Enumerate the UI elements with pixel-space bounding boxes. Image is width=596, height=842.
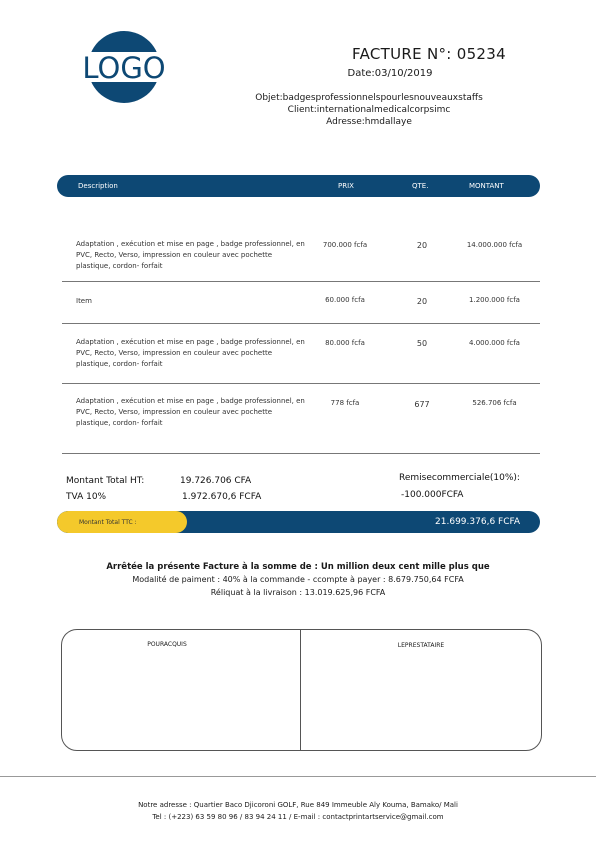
total-ht-label: Montant Total HT: xyxy=(66,476,145,486)
row-qte: 20 xyxy=(416,241,428,250)
payment-terms: Modalité de paiment : 40% à la commande - ccompte à payer : 8.679.750,64 FCFA xyxy=(132,575,464,584)
tva-value: 1.972.670,6 FCFA xyxy=(182,492,262,502)
invoice-objet: Objet:badgesprofessionnelspourlesnouveauxstaffs xyxy=(255,93,483,103)
row-prix: 60.000 fcfa xyxy=(325,296,365,304)
header-prix: PRIX xyxy=(338,182,354,190)
row-montant: 526.706 fcfa xyxy=(472,399,517,407)
row-description: Adaptation , exécution et mise en page , badge professionnel, en PVC, Recto, Verso, impression en couleur avec pochette plastique, cordon- forfait xyxy=(76,240,305,270)
header-description: Description xyxy=(78,182,118,190)
signature-box xyxy=(61,629,542,751)
amount-in-words: Un million deux cent mille plus que xyxy=(317,562,490,572)
row-description: Adaptation , exécution et mise en page , badge professionnel, en PVC, Recto, Verso, impression en couleur avec pochette plastique, cordon- forfait xyxy=(76,338,305,368)
invoice-meta xyxy=(255,92,483,128)
table-header xyxy=(57,175,540,197)
row-montant: 1.200.000 fcfa xyxy=(469,296,520,304)
statement-lead: Arrêtée la présente Facture à la somme de : xyxy=(106,562,318,572)
invoice-adresse: Adresse:hmdallaye xyxy=(326,117,412,127)
logo-text: LOGO xyxy=(82,51,166,85)
total-ttc-label: Montant Total TTC : xyxy=(79,519,137,526)
row-montant: 14.000.000 fcfa xyxy=(466,241,523,249)
balance-due: Réliquat à la livraison : 13.019.625,96 FCFA xyxy=(210,588,386,597)
row-qte: 50 xyxy=(416,339,428,348)
row-description: Adaptation , exécution et mise en page , badge professionnel, en PVC, Recto, Verso, impression en couleur avec pochette plastique, cordon- forfait xyxy=(76,397,305,427)
row-qte: 20 xyxy=(416,297,428,306)
amount-statement xyxy=(60,562,536,572)
row-divider xyxy=(62,383,540,384)
company-logo xyxy=(80,31,168,103)
row-prix: 80.000 fcfa xyxy=(325,339,365,347)
row-divider xyxy=(62,323,540,324)
header-qte: QTE. xyxy=(412,182,429,190)
row-montant: 4.000.000 fcfa xyxy=(469,339,520,347)
row-prix: 778 fcfa xyxy=(330,399,360,407)
footer-divider xyxy=(0,776,596,777)
header-montant: MONTANT xyxy=(469,182,504,190)
invoice-title: FACTURE N°: 05234 xyxy=(352,45,506,63)
footer-address: Notre adresse : Quartier Baco Djicoroni GOLF, Rue 849 Immeuble Aly Kouma, Bamako/ Mali xyxy=(138,801,458,809)
row-description: Item xyxy=(76,297,92,305)
total-ht-value: 19.726.706 CFA xyxy=(180,476,252,486)
remise-value: -100.000FCFA xyxy=(401,490,464,500)
signature-provider-label: LEPRESTATAIRE xyxy=(397,642,445,649)
row-qte: 677 xyxy=(414,400,430,409)
invoice-client: Client:internationalmedicalcorpsimc xyxy=(287,105,451,115)
footer-contact: Tel : (+223) 63 59 80 96 / 83 94 24 11 / E-mail : contactprintartservice@gmail.com xyxy=(152,813,444,821)
tva-label: TVA 10% xyxy=(66,492,107,502)
signature-client-label: POURACQUIS xyxy=(147,641,187,648)
row-divider xyxy=(62,281,540,282)
total-ttc-bar xyxy=(57,511,540,533)
row-divider xyxy=(62,453,540,454)
total-ttc-value: 21.699.376,6 FCFA xyxy=(435,517,520,527)
row-prix: 700.000 fcfa xyxy=(322,241,368,249)
invoice-date: Date:03/10/2019 xyxy=(347,68,433,79)
remise-label: Remisecommerciale(10%): xyxy=(399,473,520,483)
